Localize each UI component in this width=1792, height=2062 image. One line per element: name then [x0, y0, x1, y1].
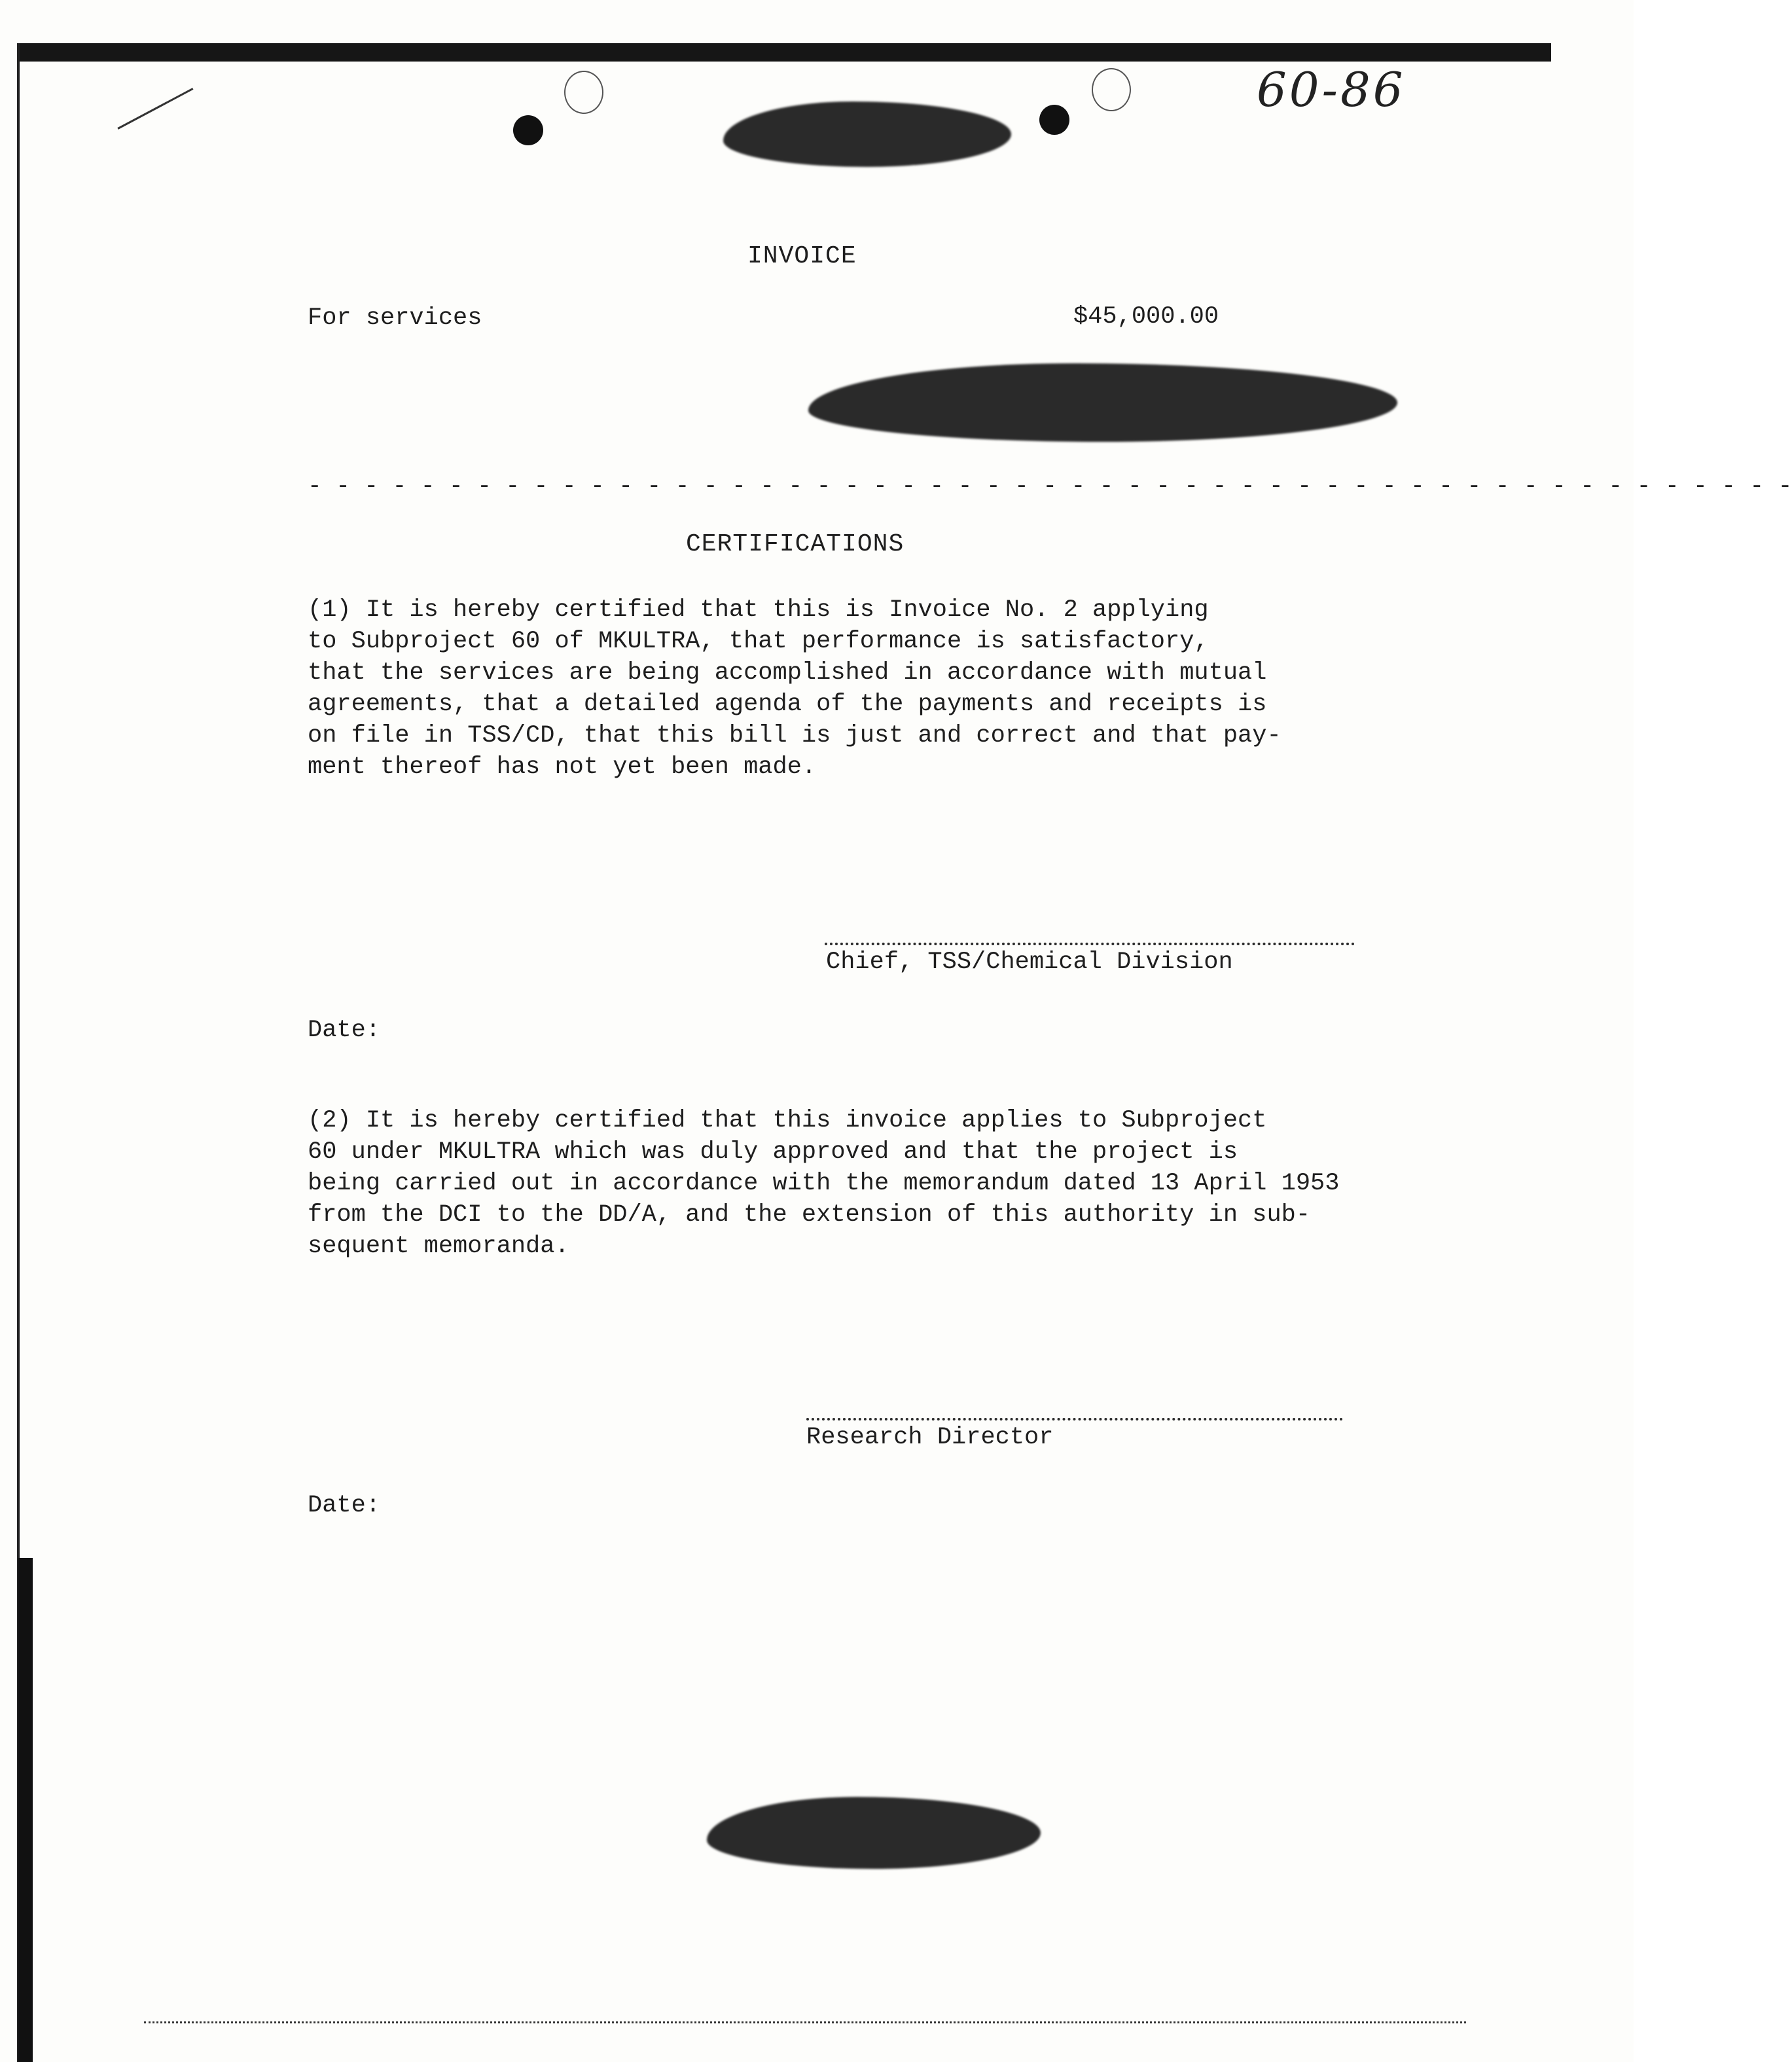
invoice-line-label: For services: [308, 304, 482, 332]
certifications-title: CERTIFICATIONS: [686, 530, 905, 558]
certification-2-line: (2) It is hereby certified that this invoice applies to Subproject: [308, 1107, 1267, 1134]
certification-1-line: to Subproject 60 of MKULTRA, that performance is satisfactory,: [308, 628, 1209, 655]
redaction-footer: [707, 1797, 1041, 1869]
punch-hole-ring-left: [564, 71, 603, 114]
invoice-title: INVOICE: [747, 242, 857, 270]
certification-2-line: being carried out in accordance with the memorandum dated 13 April 1953: [308, 1170, 1340, 1197]
redaction-payee: [808, 363, 1397, 442]
date-2-label: Date:: [308, 1492, 381, 1519]
certification-2: [308, 1105, 1339, 1262]
certification-2-line: sequent memoranda.: [308, 1233, 569, 1260]
certification-1-line: on file in TSS/CD, that this bill is just and correct and that pay-: [308, 722, 1281, 750]
punch-hole-right: [1039, 105, 1069, 135]
scan-left-shadow: [18, 1558, 33, 2062]
signer-1-title: Chief, TSS/Chemical Division: [826, 949, 1233, 976]
handwritten-file-number: 60-86: [1257, 62, 1406, 117]
certification-1-line: (1) It is hereby certified that this is Invoice No. 2 applying: [308, 596, 1209, 624]
pen-mark: [117, 88, 193, 130]
redaction-header: [723, 101, 1011, 167]
signer-2-title: Research Director: [806, 1424, 1054, 1451]
scan-bottom-edge: [144, 2021, 1466, 2025]
separator-dashes: - - - - - - - - - - - - - - - - - - - - - - - - - - - - - - - - - - - - - - - - - - - - - - - - - - - - -: [308, 473, 1792, 499]
certification-2-line: from the DCI to the DD/A, and the extension of this authority in sub-: [308, 1201, 1311, 1229]
certification-1: [308, 594, 1281, 783]
invoice-amount: $45,000.00: [1073, 303, 1219, 331]
date-1-label: Date:: [308, 1017, 381, 1044]
certification-2-line: 60 under MKULTRA which was duly approved and that the project is: [308, 1138, 1238, 1166]
punch-hole-ring-right: [1092, 68, 1131, 111]
punch-hole-left: [513, 115, 543, 145]
certification-1-line: ment thereof has not yet been made.: [308, 753, 817, 781]
certification-1-line: agreements, that a detailed agenda of the payments and receipts is: [308, 691, 1267, 718]
scan-top-edge: [20, 43, 1551, 62]
certification-1-line: that the services are being accomplished in accordance with mutual: [308, 659, 1267, 687]
